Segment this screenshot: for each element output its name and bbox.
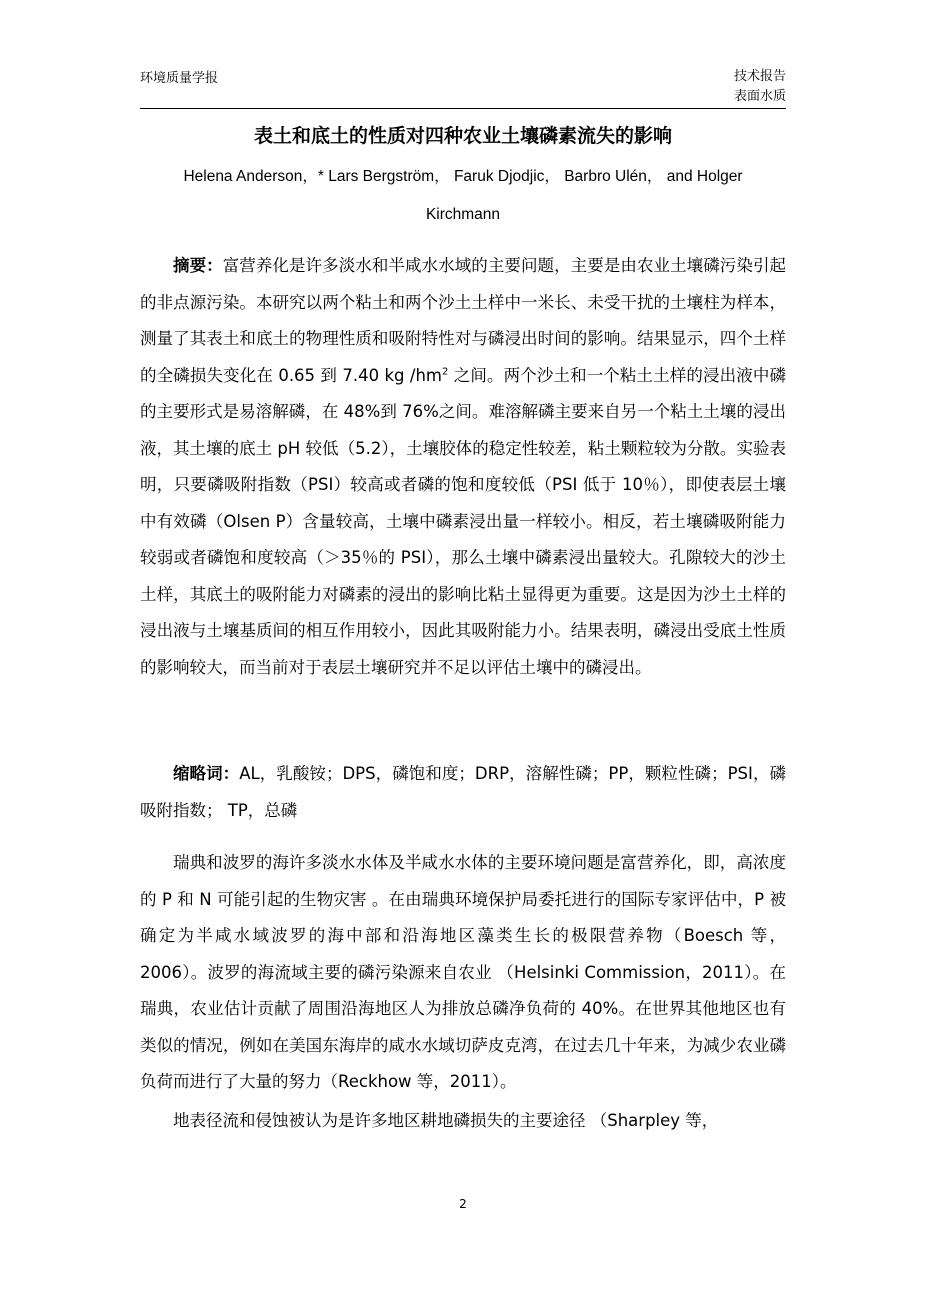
section-line-2: 表面水质 (733, 89, 786, 104)
body-paragraph-2: 地表径流和侵蚀被认为是许多地区耕地磷损失的主要途径 （Sharpley 等， (173, 1110, 719, 1130)
header-rule (140, 108, 786, 109)
abstract-label: 摘要： (173, 256, 223, 275)
page-number: 2 (459, 1197, 467, 1211)
abstract (140, 248, 786, 686)
authors-line-1: Helena Anderson，* Lars Bergström， Faruk Djodjic， Barbro Ulén， and Holger (183, 168, 743, 185)
journal-name: 环境质量学报 (140, 71, 219, 86)
section-line-1: 技术报告 (733, 69, 786, 84)
abstract-superscript: 2 (442, 366, 449, 377)
abbreviations-label: 缩略词： (173, 764, 240, 783)
body-paragraph-1: 瑞典和波罗的海许多淡水水体及半咸水水体的主要环境问题是富营养化，即，高浓度的 P 和 N 可能引起的生物灾害 。在由瑞典环境保护局委托进行的国际专家评估中，P 被确定为半咸水域波罗的海中部和沿海地区藻类生长的极限营养物（Boesch 等， 2006）。波罗的海流域主要的磷污染源来自农业 （Helsinki Commission，2011）。在瑞典，农业估计贡献了周围沿海地区人为排放总磷净负荷的 40%。在世界其他地区也有类似的情况，例如在美国东海岸的咸水水域切萨皮克湾，在过去几十年来，为减少农业磷负荷而进行了大量的努力（Reckhow 等，2011）。 (140, 853, 786, 1091)
abstract-paragraph (140, 248, 786, 686)
main-text (140, 845, 786, 1139)
abbreviations (140, 756, 786, 829)
section-label (734, 67, 786, 107)
abstract-text-1: 富营养化是许多淡水和半咸水水域的主要问题，主要是由农业土壤磷污染引起的非点源污染。本研究以两个粘土和两个沙土土样中一米长、未受干扰的土壤柱为样本，测量了其表土和底土的物理性质和吸附特性对与磷浸出时间的影响。结果显示，四个土样的全磷损失变化在 0.65 到 7.40 kg /hm (140, 256, 787, 385)
paper-title: 表土和底土的性质对四种农业土壤磷素流失的影响 (253, 125, 672, 147)
author-list (140, 158, 786, 234)
abbreviations-paragraph (140, 756, 786, 829)
abbreviations-text: AL，乳酸铵；DPS，磷饱和度；DRP，溶解性磷；PP，颗粒性磷；PSI，磷吸附指数； TP，总磷 (140, 764, 786, 820)
authors-line-2: Kirchmann (425, 206, 501, 223)
abstract-text-2: 之间。两个沙土和一个粘土土样的浸出液中磷的主要形式是易溶解磷，在 48%到 76%之间。难溶解磷主要来自另一个粘土土壤的浸出液，其土壤的底土 pH 较低（5.2），土壤胶体的稳定性较差，粘土颗粒较为分散。实验表明，只要磷吸附指数（PSI）较高或者磷的饱和度较低（PSI 低于 10％），即使表层土壤中有效磷（Olsen P）含量较高，土壤中磷素浸出量一样较小。相反，若土壤磷吸附能力较弱或者磷饱和度较高（＞35％的 PSI），那么土壤中磷素浸出量较大。孔隙较大的沙土土样，其底土的吸附能力对磷素的浸出的影响比粘土显得更为重要。这是因为沙土土样的浸出液与土壤基质间的相互作用较小，因此其吸附能力小。结果表明，磷浸出受底土性质的影响较大，而当前对于表层土壤研究并不足以评估土壤中的磷浸出。 (140, 365, 787, 677)
